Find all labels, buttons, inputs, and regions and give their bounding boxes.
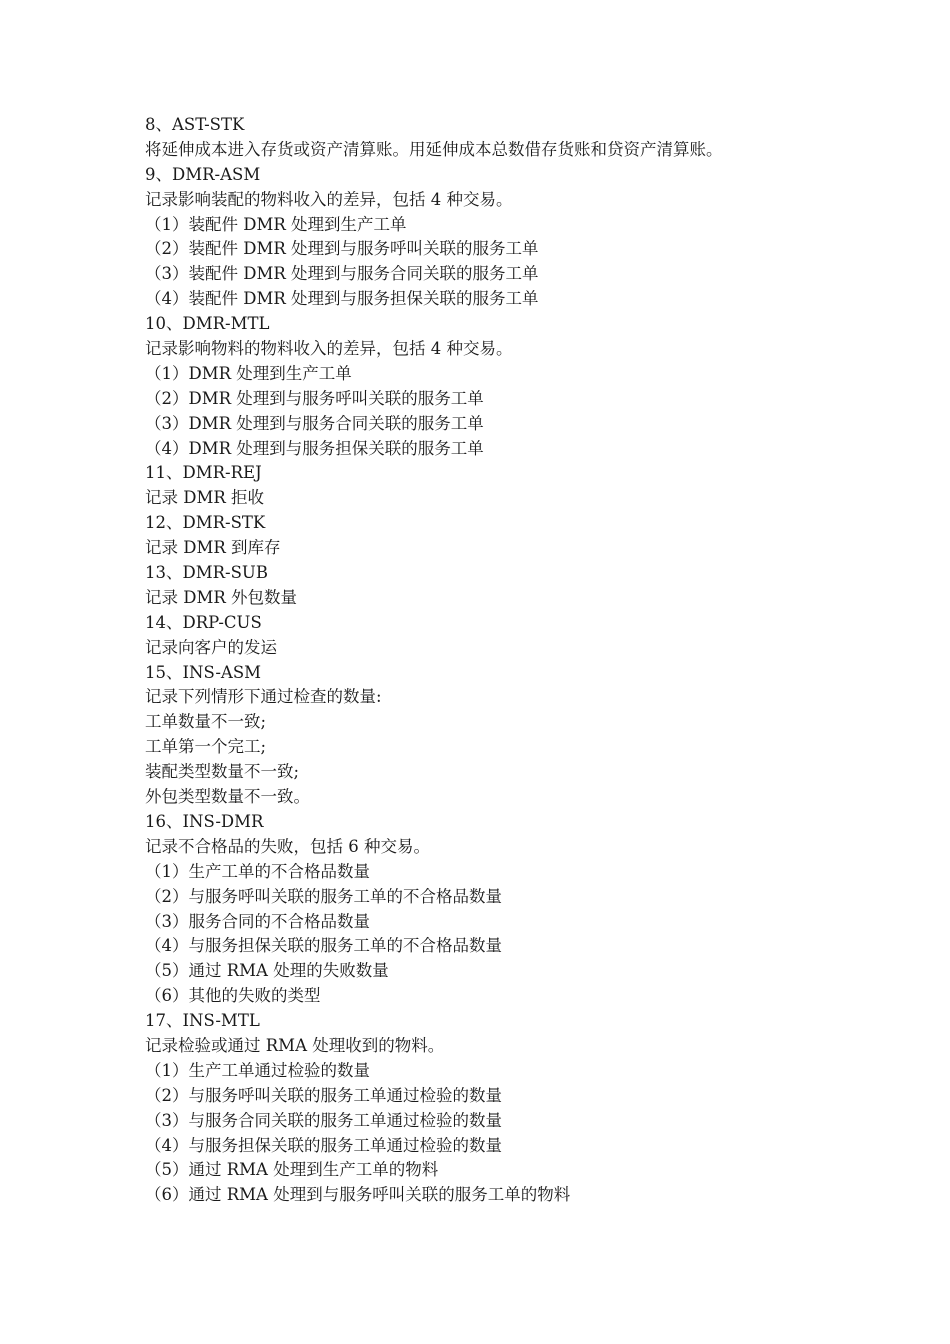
list-item: （3）与服务合同关联的服务工单通过检验的数量 [145, 1110, 502, 1130]
paragraph-text: 记录 DMR 外包数量 [145, 587, 298, 607]
section-heading-dmr-stk: 12、DMR-STK [145, 513, 266, 533]
list-item: （4）DMR 处理到与服务担保关联的服务工单 [145, 438, 484, 458]
list-item: （2）DMR 处理到与服务呼叫关联的服务工单 [145, 388, 484, 408]
section-heading-ins-asm: 15、INS-ASM [145, 662, 262, 682]
paragraph-text: 记录影响装配的物料收入的差异，包括 4 种交易。 [145, 189, 513, 209]
list-item: （3）服务合同的不合格品数量 [145, 911, 370, 931]
list-item: 工单第一个完工; [145, 737, 267, 757]
list-item: （2）装配件 DMR 处理到与服务呼叫关联的服务工单 [145, 239, 539, 259]
paragraph-text: 记录向客户的发运 [145, 637, 277, 657]
list-item: （1）DMR 处理到生产工单 [145, 363, 352, 383]
list-item: （4）装配件 DMR 处理到与服务担保关联的服务工单 [145, 289, 539, 309]
list-item: （5）通过 RMA 处理到生产工单的物料 [145, 1160, 439, 1180]
paragraph-text: 记录不合格品的失败，包括 6 种交易。 [145, 836, 430, 856]
paragraph-text: 记录 DMR 拒收 [145, 488, 265, 508]
list-item: （3）装配件 DMR 处理到与服务合同关联的服务工单 [145, 264, 539, 284]
list-item: （1）生产工单的不合格品数量 [145, 861, 370, 881]
list-item: （4）与服务担保关联的服务工单的不合格品数量 [145, 936, 502, 956]
section-heading-ast-stk: 8、AST-STK [145, 115, 245, 134]
section-heading-dmr-sub: 13、DMR-SUB [145, 563, 268, 583]
list-item: （2）与服务呼叫关联的服务工单的不合格品数量 [145, 886, 502, 906]
list-item: （2）与服务呼叫关联的服务工单通过检验的数量 [145, 1085, 502, 1105]
list-item: （3）DMR 处理到与服务合同关联的服务工单 [145, 413, 484, 433]
list-item: 工单数量不一致; [145, 712, 267, 732]
list-item: （5）通过 RMA 处理的失败数量 [145, 961, 389, 981]
paragraph-text: 记录下列情形下通过检查的数量: [145, 687, 382, 707]
document-body [145, 113, 845, 1208]
list-item: （1）装配件 DMR 处理到生产工单 [145, 214, 407, 234]
list-item: （6）其他的失败的类型 [145, 986, 321, 1006]
list-item: （6）通过 RMA 处理到与服务呼叫关联的服务工单的物料 [145, 1185, 571, 1205]
section-heading-dmr-mtl: 10、DMR-MTL [145, 314, 270, 334]
list-item: （4）与服务担保关联的服务工单通过检验的数量 [145, 1135, 502, 1155]
paragraph-text: 记录检验或通过 RMA 处理收到的物料。 [145, 1035, 445, 1055]
paragraph-text: 记录 DMR 到库存 [145, 538, 281, 558]
list-item: 装配类型数量不一致; [145, 762, 300, 782]
section-heading-dmr-asm: 9、DMR-ASM [145, 164, 261, 184]
section-heading-drp-cus: 14、DRP-CUS [145, 612, 262, 632]
paragraph-text: 将延伸成本进入存货或资产清算账。用延伸成本总数借存货账和贷资产清算账。 [145, 139, 723, 159]
list-item: （1）生产工单通过检验的数量 [145, 1060, 370, 1080]
section-heading-dmr-rej: 11、DMR-REJ [145, 463, 262, 483]
section-heading-ins-dmr: 16、INS-DMR [145, 811, 264, 831]
paragraph-text: 记录影响物料的物料收入的差异，包括 4 种交易。 [145, 339, 513, 359]
section-heading-ins-mtl: 17、INS-MTL [145, 1011, 260, 1031]
list-item: 外包类型数量不一致。 [145, 787, 310, 807]
